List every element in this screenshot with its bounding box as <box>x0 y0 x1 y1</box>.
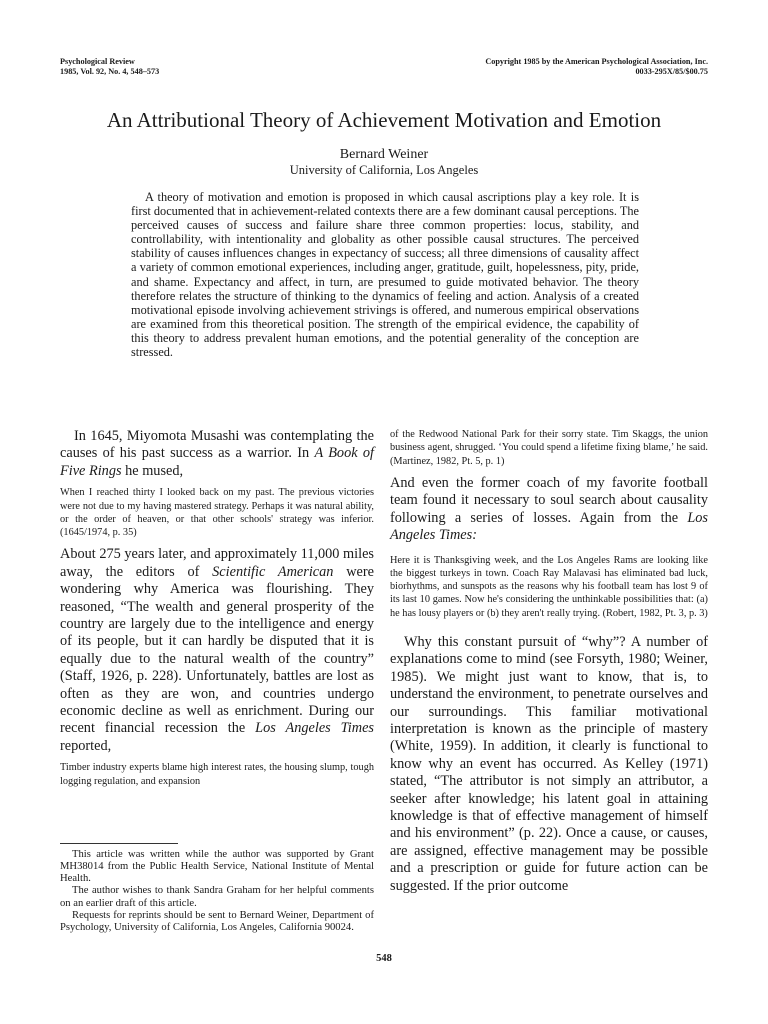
journal-name: Psychological Review <box>60 57 135 66</box>
paragraph-musashi: In 1645, Miyomota Musashi was contemplating the causes of his past success as a warrior. In A Book of Five Rings he mused, <box>60 428 374 479</box>
article-code: 0033-295X/85/$00.75 <box>635 67 708 76</box>
quote-rams: Here it is Thanksgiving week, and the Los Angeles Rams are looking like the biggest turkeys in town. Coach Ray Malavasi has eliminated bad luck, biorhythms, and sunspots as the reasons why his football team has lost 9 of its last 10 games. Now he's considering the unthinkable possibilities that: (a) he has lousy players or (b) they aren't really trying. (Robert, 1982, Pt. 3, p. 3) <box>390 554 708 619</box>
author-name: Bernard Weiner <box>339 147 429 162</box>
journal-header <box>60 57 159 77</box>
paragraph-football-coach: And even the former coach of my favorite football team found it necessary to soul search about causality following a series of losses. Again from the Los Angeles Times: <box>390 474 708 544</box>
article-title: An Attributional Theory of Achievement Motivation and Emotion <box>106 108 662 132</box>
footnote-grant: This article was written while the author was supported by Grant MH38014 from the Public Health Service, National Institute of Mental Health. <box>60 848 374 885</box>
journal-citation: 1985, Vol. 92, No. 4, 548–573 <box>60 67 160 76</box>
abstract: A theory of motivation and emotion is proposed in which causal ascriptions play a key role. It is first documented that in achievement-related contexts there are a few dominant causal perceptions. The perceived causes of success and failure share three common properties: locus, stability, and controllability, with intentionality and globality as other possible causal structures. The perceived stability of causes influences changes in expectancy of success; all three dimensions of causality affect a variety of common emotional experiences, including anger, gratitude, guilt, hopelessness, pity, pride, and shame. Expectancy and affect, in turn, are presumed to guide motivated behavior. The theory therefore relates the structure of thinking to the dynamics of feeling and action. Analysis of a created motivational episode involving achievement strivings is offered, and numerous empirical observations are examined from this theoretical position. The strength of the empirical evidence, the capability of this theory to address prevalent human emotions, and the potential generality of the conception are stressed. <box>131 190 639 360</box>
paragraph-scientific-american: About 275 years later, and approximately 11,000 miles away, the editors of Scientific American were wondering why America was flourishing. They reasoned, “The wealth and general prosperity of the country are largely due to the intelligence and energy of its people, but it can hardly be disputed that it is equally due to the natural wealth of the country” (Staff, 1926, p. 228). Unfortunately, battles are lost as often as they are won, and countries undergo economic decline as well as enrichment. During our recent financial recession the Los Angeles Times reported, <box>60 546 374 754</box>
right-column <box>390 428 708 895</box>
magazine-title: Scientific American <box>212 563 334 580</box>
quote-timber: Timber industry experts blame high interest rates, the housing slump, tough logging regulation, and expansion <box>60 762 374 787</box>
quote-musashi: When I reached thirty I looked back on my past. The previous victories were not due to my having mastered strategy. Perhaps it was natural ability, or the order of heaven, or that other schools' strategy was inferior. (1645/1974, p. 35) <box>60 487 374 539</box>
page-number: 548 <box>376 953 392 964</box>
paragraph-why: Why this constant pursuit of “why”? A number of explanations come to mind (see Forsyth, 1980; Weiner, 1985). We might just want to know, that is, to understand the environment, to penetrate ourselves and our surroundings. This familiar motivational interpretation is known as the principle of mastery (White, 1959). In addition, it clearly is functional to know why an event has occurred. As Kelley (1971) stated, “The attributor is not simply an attributor, a seeker after knowledge; his latent goal in attaining knowledge is that of effective management of himself and his environment” (p. 22). Once a cause, or causes, are assigned, effective management may be possible and a prescription or guide for future action can be suggested. If the prior outcome <box>390 634 708 894</box>
author-affiliation: University of California, Los Angeles <box>289 163 479 177</box>
newspaper-title: Los Angeles Times: <box>390 509 708 544</box>
copyright-header <box>485 57 708 77</box>
newspaper-title: Los Angeles Times <box>255 720 374 737</box>
copyright-line: Copyright 1985 by the American Psychological Association, Inc. <box>485 57 708 66</box>
footnote-divider <box>60 843 178 844</box>
book-title: A Book of Five Rings <box>60 445 374 479</box>
quote-timber-continued: of the Redwood National Park for their sorry state. Tim Skaggs, the union business agent, shrugged. ‘You could spend a lifetime fixing blame,’ he said. (Martinez, 1982, Pt. 5, p. 1) <box>390 429 708 467</box>
left-column <box>60 428 374 934</box>
footnote-reprints: Requests for reprints should be sent to Bernard Weiner, Department of Psychology, University of California, Los Angeles, California 90024. <box>60 909 374 934</box>
footnote-acknowledgment: The author wishes to thank Sandra Graham for her helpful comments on an earlier draft of this article. <box>60 885 374 909</box>
